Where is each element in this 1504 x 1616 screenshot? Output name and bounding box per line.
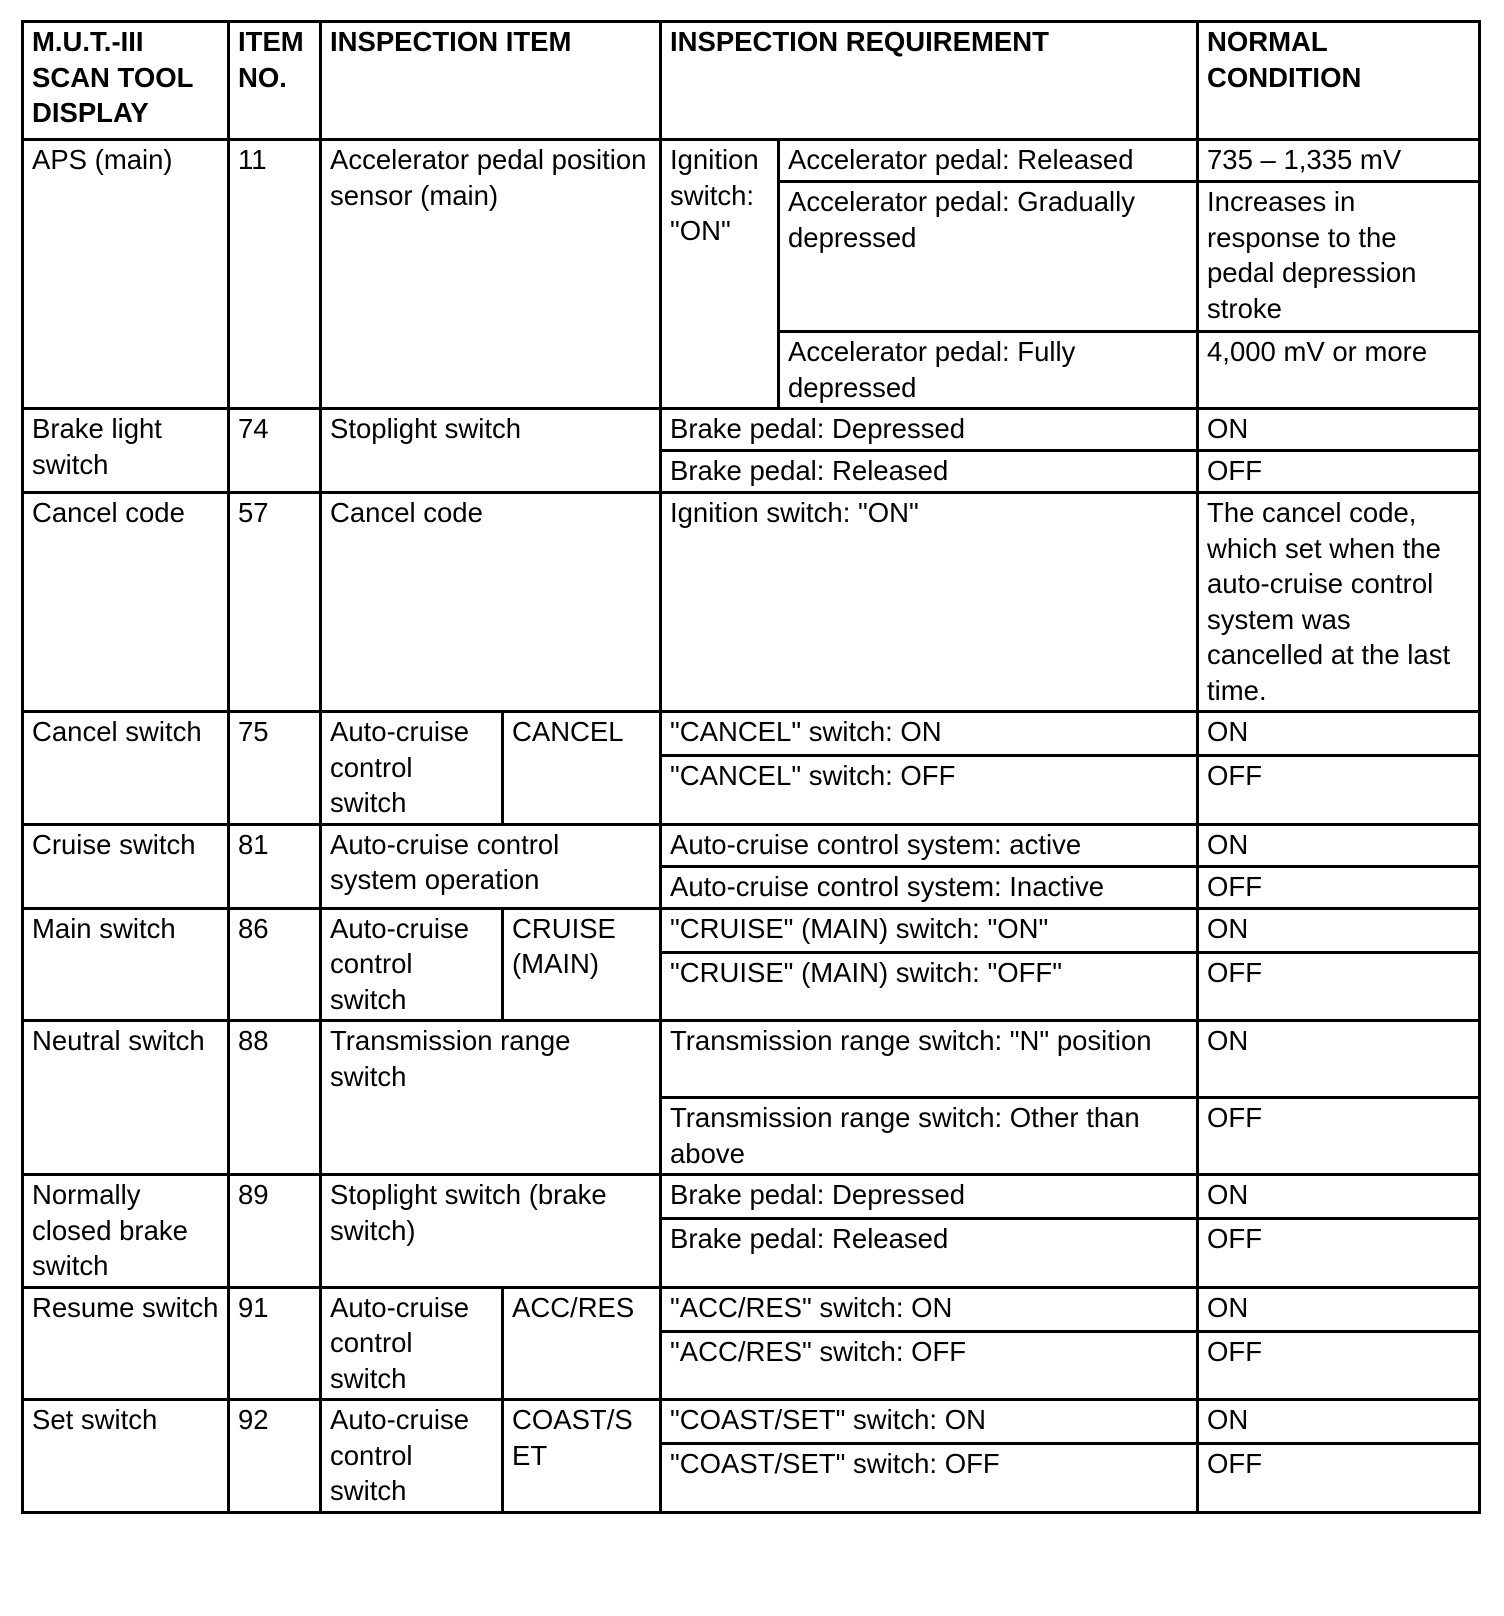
requirement-cell: Brake pedal: Depressed: [661, 1175, 1198, 1219]
requirement-cell: Brake pedal: Depressed: [661, 409, 1198, 451]
requirement-cell: "COAST/SET" switch: OFF: [661, 1444, 1198, 1512]
switch-name-cell: CRUISE (MAIN): [503, 908, 661, 1021]
table-row: [23, 1175, 1480, 1219]
normal-condition-cell: ON: [1198, 1021, 1480, 1098]
display-cell: APS (main): [23, 140, 229, 409]
requirement-cell: Accelerator pedal: Fully depressed: [779, 332, 1198, 409]
requirement-cell: Auto-cruise control system: active: [661, 824, 1198, 866]
normal-condition-cell: OFF: [1198, 866, 1480, 908]
display-cell: Cancel code: [23, 493, 229, 712]
normal-condition-cell: OFF: [1198, 1331, 1480, 1399]
item-no-cell: 92: [229, 1400, 321, 1513]
requirement-cell: Transmission range switch: Other than above: [661, 1098, 1198, 1175]
table-row: [23, 824, 1480, 866]
requirement-cell: "CRUISE" (MAIN) switch: "ON": [661, 908, 1198, 952]
table-row: [23, 1287, 1480, 1331]
item-no-cell: 91: [229, 1287, 321, 1400]
display-cell: Resume switch: [23, 1287, 229, 1400]
header-item-no: ITEM NO.: [229, 22, 321, 140]
condition-cell: Ignition switch: "ON": [661, 140, 779, 409]
display-cell: Cancel switch: [23, 712, 229, 825]
normal-condition-cell: ON: [1198, 409, 1480, 451]
table-row: [23, 1021, 1480, 1098]
display-cell: Normally closed brake switch: [23, 1175, 229, 1288]
requirement-cell: "CANCEL" switch: ON: [661, 712, 1198, 756]
item-no-cell: 75: [229, 712, 321, 825]
normal-condition-cell: ON: [1198, 712, 1480, 756]
normal-condition-cell: The cancel code, which set when the auto-cruise control system was cancelled at the last time.: [1198, 493, 1480, 712]
item-no-cell: 89: [229, 1175, 321, 1288]
requirement-cell: "COAST/SET" switch: ON: [661, 1400, 1198, 1444]
inspection-item-cell: Auto-cruise control switch: [321, 908, 503, 1021]
item-no-cell: 74: [229, 409, 321, 493]
inspection-item-cell: Auto-cruise control system operation: [321, 824, 661, 908]
normal-condition-cell: ON: [1198, 824, 1480, 866]
normal-condition-cell: OFF: [1198, 1098, 1480, 1175]
item-no-cell: 81: [229, 824, 321, 908]
requirement-cell: "CRUISE" (MAIN) switch: "OFF": [661, 952, 1198, 1020]
inspection-item-cell: Auto-cruise control switch: [321, 1287, 503, 1400]
inspection-item-cell: Stoplight switch: [321, 409, 661, 493]
inspection-item-cell: Stoplight switch (brake switch): [321, 1175, 661, 1288]
display-cell: Main switch: [23, 908, 229, 1021]
requirement-cell: Ignition switch: "ON": [661, 493, 1198, 712]
display-cell: Neutral switch: [23, 1021, 229, 1175]
requirement-cell: Accelerator pedal: Released: [779, 140, 1198, 182]
normal-condition-cell: Increases in response to the pedal depression stroke: [1198, 182, 1480, 332]
requirement-cell: "ACC/RES" switch: ON: [661, 1287, 1198, 1331]
inspection-item-cell: Cancel code: [321, 493, 661, 712]
normal-condition-cell: OFF: [1198, 1444, 1480, 1512]
table-row: [23, 140, 1480, 182]
normal-condition-cell: 735 – 1,335 mV: [1198, 140, 1480, 182]
requirement-cell: "ACC/RES" switch: OFF: [661, 1331, 1198, 1399]
table-row: [23, 493, 1480, 712]
item-no-cell: 11: [229, 140, 321, 409]
header-row: [23, 22, 1480, 140]
table-row: [23, 712, 1480, 756]
switch-name-cell: COAST/SET: [503, 1400, 661, 1513]
inspection-table: [21, 20, 1481, 1514]
normal-condition-cell: ON: [1198, 1287, 1480, 1331]
display-cell: Cruise switch: [23, 824, 229, 908]
normal-condition-cell: ON: [1198, 908, 1480, 952]
normal-condition-cell: OFF: [1198, 1219, 1480, 1287]
inspection-item-cell: Accelerator pedal position sensor (main): [321, 140, 661, 409]
normal-condition-cell: OFF: [1198, 451, 1480, 493]
requirement-cell: "CANCEL" switch: OFF: [661, 756, 1198, 824]
header-display: M.U.T.-III SCAN TOOL DISPLAY: [23, 22, 229, 140]
header-inspection-item: INSPECTION ITEM: [321, 22, 661, 140]
switch-name-cell: CANCEL: [503, 712, 661, 825]
requirement-cell: Brake pedal: Released: [661, 451, 1198, 493]
normal-condition-cell: OFF: [1198, 756, 1480, 824]
table-row: [23, 908, 1480, 952]
requirement-cell: Brake pedal: Released: [661, 1219, 1198, 1287]
requirement-cell: Transmission range switch: "N" position: [661, 1021, 1198, 1098]
inspection-item-cell: Transmission range switch: [321, 1021, 661, 1175]
normal-condition-cell: ON: [1198, 1175, 1480, 1219]
requirement-cell: Accelerator pedal: Gradually depressed: [779, 182, 1198, 332]
normal-condition-cell: 4,000 mV or more: [1198, 332, 1480, 409]
display-cell: Brake light switch: [23, 409, 229, 493]
table-row: [23, 409, 1480, 451]
normal-condition-cell: OFF: [1198, 952, 1480, 1020]
inspection-item-cell: Auto-cruise control switch: [321, 1400, 503, 1513]
item-no-cell: 57: [229, 493, 321, 712]
display-cell: Set switch: [23, 1400, 229, 1513]
switch-name-cell: ACC/RES: [503, 1287, 661, 1400]
item-no-cell: 88: [229, 1021, 321, 1175]
requirement-cell: Auto-cruise control system: Inactive: [661, 866, 1198, 908]
normal-condition-cell: ON: [1198, 1400, 1480, 1444]
header-inspection-requirement: INSPECTION REQUIREMENT: [661, 22, 1198, 140]
item-no-cell: 86: [229, 908, 321, 1021]
table-row: [23, 1400, 1480, 1444]
inspection-item-cell: Auto-cruise control switch: [321, 712, 503, 825]
header-normal-condition: NORMAL CONDITION: [1198, 22, 1480, 140]
